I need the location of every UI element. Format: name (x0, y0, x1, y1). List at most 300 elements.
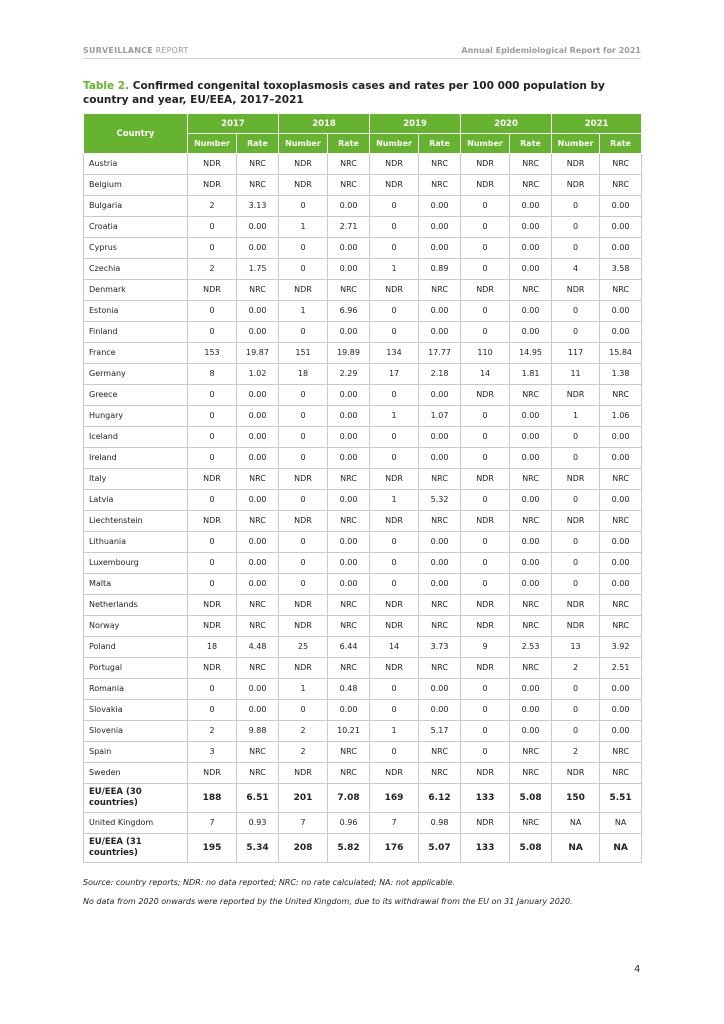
number-cell: 18 (188, 637, 237, 658)
table-row (84, 595, 642, 616)
country-cell: Malta (84, 574, 188, 595)
table-total-row (84, 834, 642, 863)
toxoplasmosis-table (83, 113, 642, 863)
rate-cell: 3.13 (237, 196, 279, 217)
report-title: Annual Epidemiological Report for 2021 (461, 46, 641, 55)
table-row (84, 532, 642, 553)
number-cell: NDR (461, 469, 510, 490)
number-cell: 0 (370, 553, 419, 574)
number-cell: 2 (188, 196, 237, 217)
number-cell: 0 (552, 301, 600, 322)
rate-cell: NRC (510, 469, 552, 490)
rate-cell: 5.82 (328, 834, 370, 863)
rate-cell: 3.92 (600, 637, 642, 658)
number-cell: 0 (370, 742, 419, 763)
country-cell: Hungary (84, 406, 188, 427)
number-cell: 0 (461, 301, 510, 322)
rate-cell: 0.00 (419, 385, 461, 406)
rate-cell: NRC (328, 280, 370, 301)
table-row (84, 217, 642, 238)
number-cell: 0 (188, 679, 237, 700)
rate-cell: 0.00 (237, 385, 279, 406)
rate-cell: 0.89 (419, 259, 461, 280)
number-cell: 0 (370, 448, 419, 469)
number-cell: 0 (188, 490, 237, 511)
rate-cell: 0.00 (237, 427, 279, 448)
rate-cell: 14.95 (510, 343, 552, 364)
number-cell: NDR (188, 616, 237, 637)
country-cell: Spain (84, 742, 188, 763)
number-cell: NDR (188, 763, 237, 784)
number-cell: NDR (279, 595, 328, 616)
table-row (84, 511, 642, 532)
rate-cell: 0.00 (600, 322, 642, 343)
rate-cell: NRC (419, 469, 461, 490)
rate-cell: 0.00 (237, 406, 279, 427)
number-cell: 9 (461, 637, 510, 658)
country-cell: Lithuania (84, 532, 188, 553)
country-column-header: Country (84, 114, 188, 154)
rate-cell: NRC (328, 763, 370, 784)
table-row (84, 364, 642, 385)
rate-cell: 0.00 (419, 679, 461, 700)
report-series-bold: SURVEILLANCE (83, 46, 153, 55)
rate-cell: 0.00 (419, 427, 461, 448)
number-cell: 0 (188, 553, 237, 574)
rate-cell: NRC (600, 280, 642, 301)
number-cell: 0 (370, 574, 419, 595)
number-cell: 0 (370, 532, 419, 553)
country-cell: Cyprus (84, 238, 188, 259)
rate-cell: 0.00 (600, 679, 642, 700)
number-cell: 0 (279, 385, 328, 406)
rate-cell: 0.00 (510, 700, 552, 721)
number-cell: 0 (552, 574, 600, 595)
rate-cell: NRC (510, 175, 552, 196)
rate-cell: NRC (419, 616, 461, 637)
rate-cell: 6.96 (328, 301, 370, 322)
rate-cell: NA (600, 813, 642, 834)
number-cell: NA (552, 834, 600, 863)
country-cell: Austria (84, 154, 188, 175)
number-cell: 7 (279, 813, 328, 834)
number-cell: 0 (552, 217, 600, 238)
rate-cell: 0.00 (237, 490, 279, 511)
rate-cell: 0.00 (237, 217, 279, 238)
table-total-row (84, 784, 642, 813)
country-cell: Luxembourg (84, 553, 188, 574)
rate-cell: 0.00 (328, 700, 370, 721)
rate-cell: 0.00 (510, 238, 552, 259)
rate-header: Rate (237, 134, 279, 154)
country-cell: Denmark (84, 280, 188, 301)
rate-cell: NRC (600, 385, 642, 406)
rate-cell: NRC (510, 511, 552, 532)
number-cell: 0 (552, 700, 600, 721)
country-cell: Greece (84, 385, 188, 406)
rate-cell: NRC (328, 595, 370, 616)
number-cell: NDR (370, 154, 419, 175)
number-header: Number (370, 134, 419, 154)
number-cell: 0 (279, 196, 328, 217)
rate-cell: 0.00 (510, 217, 552, 238)
rate-cell: 0.00 (600, 574, 642, 595)
rate-cell: 0.00 (328, 406, 370, 427)
rate-cell: 0.00 (237, 448, 279, 469)
rate-cell: 9.88 (237, 721, 279, 742)
country-cell: Finland (84, 322, 188, 343)
table-row (84, 322, 642, 343)
number-cell: NDR (461, 763, 510, 784)
rate-header: Rate (510, 134, 552, 154)
rate-cell: NRC (600, 154, 642, 175)
number-cell: NDR (188, 469, 237, 490)
table-row (84, 427, 642, 448)
table-notes (83, 877, 643, 915)
rate-cell: NRC (328, 154, 370, 175)
number-cell: 1 (279, 217, 328, 238)
number-cell: 0 (279, 553, 328, 574)
number-cell: NDR (279, 175, 328, 196)
table-label: Table 2. (83, 80, 130, 92)
year-header-row (84, 114, 642, 134)
rate-cell: NRC (419, 658, 461, 679)
rate-cell: 0.00 (328, 532, 370, 553)
number-cell: 133 (461, 834, 510, 863)
number-cell: 0 (552, 490, 600, 511)
rate-cell: NRC (419, 763, 461, 784)
rate-cell: 0.00 (510, 427, 552, 448)
country-cell: Estonia (84, 301, 188, 322)
number-cell: 110 (461, 343, 510, 364)
report-series-label (83, 46, 188, 55)
table-row (84, 658, 642, 679)
number-cell: 0 (188, 238, 237, 259)
table-row (84, 154, 642, 175)
rate-cell: 0.00 (237, 532, 279, 553)
country-cell: Netherlands (84, 595, 188, 616)
number-cell: 0 (370, 196, 419, 217)
rate-cell: 0.00 (328, 553, 370, 574)
number-header: Number (279, 134, 328, 154)
rate-cell: 0.00 (237, 574, 279, 595)
number-cell: 1 (370, 259, 419, 280)
rate-cell: 0.00 (237, 553, 279, 574)
rate-cell: 0.00 (510, 448, 552, 469)
number-cell: NDR (461, 616, 510, 637)
rate-cell: 5.08 (510, 784, 552, 813)
number-header: Number (461, 134, 510, 154)
number-cell: NDR (552, 595, 600, 616)
number-cell: 0 (188, 406, 237, 427)
number-cell: 0 (279, 259, 328, 280)
country-cell: Czechia (84, 259, 188, 280)
rate-cell: NRC (328, 616, 370, 637)
number-cell: 0 (370, 427, 419, 448)
number-cell: 0 (461, 700, 510, 721)
country-cell: Sweden (84, 763, 188, 784)
number-cell: 0 (188, 427, 237, 448)
number-cell: NDR (279, 469, 328, 490)
number-cell: 0 (188, 217, 237, 238)
rate-cell: NRC (237, 616, 279, 637)
number-cell: 0 (461, 448, 510, 469)
rate-cell: NRC (237, 742, 279, 763)
number-cell: 0 (461, 721, 510, 742)
number-cell: 0 (461, 532, 510, 553)
number-cell: NDR (552, 154, 600, 175)
number-cell: 0 (279, 427, 328, 448)
number-cell: 25 (279, 637, 328, 658)
number-cell: NDR (461, 658, 510, 679)
number-cell: 0 (279, 490, 328, 511)
rate-cell: NRC (510, 280, 552, 301)
number-cell: 153 (188, 343, 237, 364)
number-cell: 0 (370, 238, 419, 259)
number-cell: 0 (188, 385, 237, 406)
number-cell: 0 (461, 679, 510, 700)
number-cell: 0 (279, 574, 328, 595)
rate-cell: 1.07 (419, 406, 461, 427)
page-number: 4 (634, 964, 641, 975)
rate-cell: NRC (419, 154, 461, 175)
number-cell: 2 (279, 742, 328, 763)
rate-cell: 0.00 (510, 196, 552, 217)
rate-cell: NRC (510, 154, 552, 175)
year-header: 2020 (461, 114, 552, 134)
rate-cell: NRC (600, 616, 642, 637)
rate-cell: 0.00 (510, 406, 552, 427)
number-cell: NDR (552, 385, 600, 406)
rate-cell: 1.81 (510, 364, 552, 385)
number-cell: 0 (461, 238, 510, 259)
number-cell: 0 (370, 217, 419, 238)
rate-cell: NRC (419, 280, 461, 301)
country-cell: Iceland (84, 427, 188, 448)
number-cell: 0 (370, 301, 419, 322)
number-cell: NDR (279, 763, 328, 784)
table-row (84, 469, 642, 490)
rate-cell: 0.00 (419, 700, 461, 721)
country-cell: United Kingdom (84, 813, 188, 834)
rate-cell: 19.87 (237, 343, 279, 364)
rate-cell: 5.32 (419, 490, 461, 511)
number-cell: 2 (188, 721, 237, 742)
rate-cell: 0.00 (419, 217, 461, 238)
rate-cell: 0.00 (328, 427, 370, 448)
rate-cell: 0.00 (600, 196, 642, 217)
rate-cell: 1.02 (237, 364, 279, 385)
rate-cell: 0.00 (510, 322, 552, 343)
number-cell: 0 (461, 490, 510, 511)
number-cell: 201 (279, 784, 328, 813)
rate-cell: 0.00 (419, 238, 461, 259)
rate-cell: 5.17 (419, 721, 461, 742)
number-cell: NDR (552, 616, 600, 637)
country-cell: Ireland (84, 448, 188, 469)
number-cell: 0 (188, 574, 237, 595)
rate-cell: 17.77 (419, 343, 461, 364)
number-cell: 7 (370, 813, 419, 834)
number-cell: 176 (370, 834, 419, 863)
number-cell: NDR (370, 280, 419, 301)
number-cell: 4 (552, 259, 600, 280)
rate-cell: 15.84 (600, 343, 642, 364)
rate-cell: 2.18 (419, 364, 461, 385)
rate-cell: NRC (237, 511, 279, 532)
rate-cell: 0.00 (237, 679, 279, 700)
number-cell: 133 (461, 784, 510, 813)
table-body (84, 154, 642, 863)
number-cell: NDR (461, 280, 510, 301)
number-cell: NDR (188, 175, 237, 196)
number-cell: 150 (552, 784, 600, 813)
country-cell: EU/EEA (31 countries) (84, 834, 188, 863)
rate-cell: NRC (510, 385, 552, 406)
rate-cell: 10.21 (328, 721, 370, 742)
number-cell: NDR (552, 511, 600, 532)
country-cell: Liechtenstein (84, 511, 188, 532)
number-cell: 208 (279, 834, 328, 863)
rate-cell: 0.00 (600, 553, 642, 574)
rate-cell: 7.08 (328, 784, 370, 813)
country-cell: EU/EEA (30 countries) (84, 784, 188, 813)
number-cell: 0 (461, 196, 510, 217)
rate-cell: NRC (419, 175, 461, 196)
year-header: 2018 (279, 114, 370, 134)
rate-cell: 1.06 (600, 406, 642, 427)
table-row (84, 721, 642, 742)
number-cell: 0 (552, 553, 600, 574)
rate-cell: NRC (237, 175, 279, 196)
table-row (84, 679, 642, 700)
rate-header: Rate (600, 134, 642, 154)
rate-cell: 0.00 (600, 490, 642, 511)
number-cell: NDR (461, 385, 510, 406)
country-cell: France (84, 343, 188, 364)
rate-cell: NRC (237, 280, 279, 301)
number-cell: 169 (370, 784, 419, 813)
rate-cell: 3.73 (419, 637, 461, 658)
number-cell: NDR (552, 280, 600, 301)
rate-cell: 0.00 (419, 322, 461, 343)
table-row (84, 742, 642, 763)
country-cell: Romania (84, 679, 188, 700)
country-cell: Germany (84, 364, 188, 385)
country-cell: Portugal (84, 658, 188, 679)
rate-cell: 6.51 (237, 784, 279, 813)
rate-cell: NRC (328, 658, 370, 679)
table-row (84, 637, 642, 658)
rate-cell: NRC (419, 511, 461, 532)
number-cell: 0 (461, 427, 510, 448)
rate-cell: NRC (237, 658, 279, 679)
number-cell: NDR (188, 154, 237, 175)
rate-cell: 0.00 (600, 301, 642, 322)
table-row (84, 238, 642, 259)
rate-cell: 0.00 (419, 448, 461, 469)
number-cell: 0 (552, 532, 600, 553)
country-cell: Slovakia (84, 700, 188, 721)
rate-cell: 0.00 (328, 322, 370, 343)
rate-cell: 0.00 (600, 721, 642, 742)
number-cell: 0 (370, 385, 419, 406)
page-header (83, 44, 641, 59)
number-cell: 188 (188, 784, 237, 813)
number-cell: 0 (461, 574, 510, 595)
rate-cell: NRC (237, 154, 279, 175)
rate-cell: 0.00 (328, 196, 370, 217)
table-row (84, 763, 642, 784)
rate-cell: NRC (510, 742, 552, 763)
number-cell: NDR (370, 763, 419, 784)
number-cell: 2 (552, 742, 600, 763)
rate-cell: 5.08 (510, 834, 552, 863)
number-cell: NDR (279, 280, 328, 301)
rate-cell: NRC (237, 763, 279, 784)
number-cell: 0 (188, 532, 237, 553)
number-cell: 0 (188, 700, 237, 721)
number-cell: NDR (552, 175, 600, 196)
country-cell: Bulgaria (84, 196, 188, 217)
table-row (84, 700, 642, 721)
rate-cell: 0.00 (419, 574, 461, 595)
table-caption-text: Confirmed congenital toxoplasmosis cases and rates per 100 000 population by country and year, EU/EEA, 2017–2021 (83, 80, 605, 106)
country-cell: Poland (84, 637, 188, 658)
number-cell: 7 (188, 813, 237, 834)
number-cell: 0 (461, 406, 510, 427)
number-cell: 0 (461, 742, 510, 763)
year-header: 2021 (552, 114, 642, 134)
table-row (84, 553, 642, 574)
table-row (84, 301, 642, 322)
number-cell: 1 (279, 679, 328, 700)
rate-cell: 0.00 (600, 217, 642, 238)
number-cell: NDR (279, 511, 328, 532)
rate-cell: 0.00 (510, 259, 552, 280)
rate-cell: 5.34 (237, 834, 279, 863)
table-row (84, 490, 642, 511)
number-cell: NDR (552, 763, 600, 784)
uk-note: No data from 2020 onwards were reported by the United Kingdom, due to its withdrawal from the EU on 31 January 2020. (83, 897, 573, 906)
rate-cell: NRC (600, 511, 642, 532)
rate-cell: NRC (600, 742, 642, 763)
rate-cell: 4.48 (237, 637, 279, 658)
number-cell: NDR (461, 154, 510, 175)
number-cell: 0 (552, 322, 600, 343)
number-cell: 8 (188, 364, 237, 385)
table-row (84, 175, 642, 196)
number-cell: NDR (370, 595, 419, 616)
rate-cell: 0.00 (328, 259, 370, 280)
rate-cell: 2.53 (510, 637, 552, 658)
table-row (84, 385, 642, 406)
rate-cell: 0.00 (419, 553, 461, 574)
year-header: 2017 (188, 114, 279, 134)
rate-cell: 5.51 (600, 784, 642, 813)
rate-cell: 0.00 (419, 532, 461, 553)
rate-cell: NRC (510, 595, 552, 616)
rate-cell: 6.44 (328, 637, 370, 658)
number-cell: NDR (461, 511, 510, 532)
number-cell: 0 (370, 700, 419, 721)
rate-cell: NRC (600, 763, 642, 784)
rate-cell: 0.00 (328, 490, 370, 511)
rate-cell: 2.71 (328, 217, 370, 238)
number-cell: 0 (461, 217, 510, 238)
rate-cell: 19.89 (328, 343, 370, 364)
number-cell: 0 (279, 238, 328, 259)
